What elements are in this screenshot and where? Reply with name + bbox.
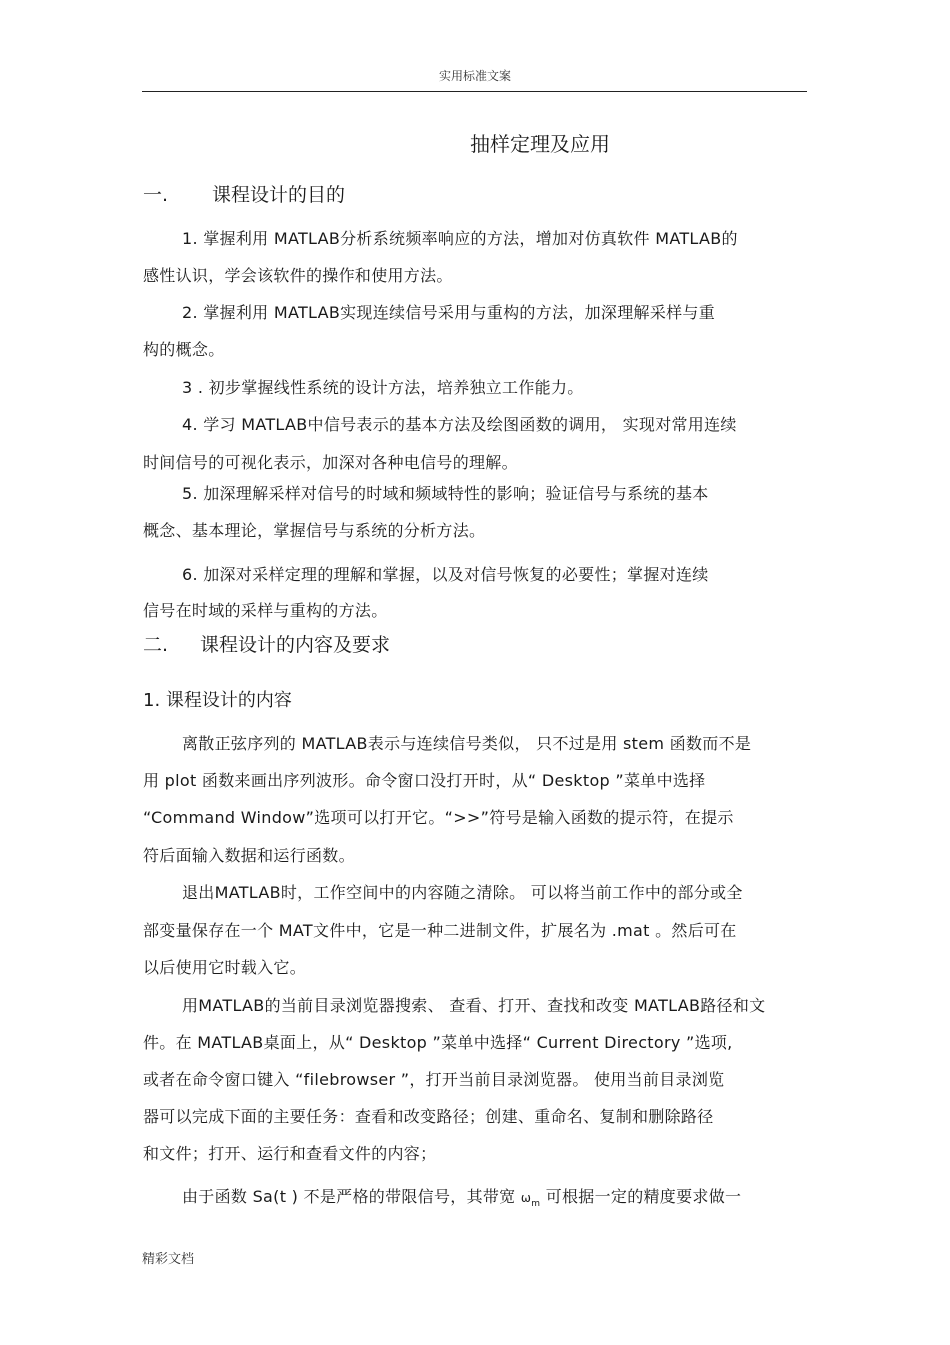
header-rule	[142, 91, 807, 92]
omega-symbol: ω	[520, 1191, 532, 1205]
body-line: 件。在 MATLAB桌面上，从“ Desktop ”菜单中选择“ Current Directory ”选项,	[143, 1033, 733, 1052]
document-title: 抽样定理及应用	[470, 132, 610, 156]
body-line: 以后使用它时载入它。	[143, 958, 307, 977]
body-line: 和文件；打开、运行和查看文件的内容；	[143, 1144, 437, 1163]
body-line-last	[182, 1184, 741, 1209]
body-line: 1. 掌握利用 MATLAB分析系统频率响应的方法，增加对仿真软件 MATLAB的	[182, 229, 738, 248]
body-line: 符后面输入数据和运行函数。	[143, 846, 355, 865]
page-footer: 精彩文档	[142, 1252, 195, 1267]
body-line: 用 plot 函数来画出序列波形。命令窗口没打开时，从“ Desktop ”菜单中选择	[143, 771, 706, 790]
body-line: 部变量保存在一个 MAT文件中，它是一种二进制文件，扩展名为 .mat 。然后可在	[143, 921, 737, 940]
body-line: 概念、基本理论，掌握信号与系统的分析方法。	[143, 521, 486, 540]
body-line: 器可以完成下面的主要任务：查看和改变路径；创建、重命名、复制和删除路径	[143, 1107, 714, 1126]
body-line: 5. 加深理解采样对信号的时域和频域特性的影响；验证信号与系统的基本	[182, 484, 709, 503]
body-line: 构的概念。	[143, 340, 225, 359]
page-header: 实用标准文案	[438, 69, 511, 83]
body-line: 6. 加深对采样定理的理解和掌握，以及对信号恢复的必要性；掌握对连续	[182, 565, 709, 584]
body-line: “Command Window”选项可以打开它。“>>”符号是输入函数的提示符，在提示	[143, 808, 734, 827]
body-line: 4. 学习 MATLAB中信号表示的基本方法及绘图函数的调用， 实现对常用连续	[182, 415, 737, 434]
body-line: 退出MATLAB时，工作空间中的内容随之清除。 可以将当前工作中的部分或全	[182, 883, 743, 902]
section-number-1: 一.	[143, 184, 169, 206]
body-line: 2. 掌握利用 MATLAB实现连续信号采用与重构的方法，加深理解采样与重	[182, 303, 716, 322]
section-heading-1: 课程设计的目的	[212, 184, 346, 206]
section-number-2: 二.	[143, 634, 169, 656]
last-line-text-before: 由于函数 Sa(t ) 不是严格的带限信号，其带宽	[182, 1187, 521, 1206]
body-line: 感性认识，学会该软件的操作和使用方法。	[143, 266, 453, 285]
body-line: 时间信号的可视化表示，加深对各种电信号的理解。	[143, 453, 518, 472]
subsection-heading: 1. 课程设计的内容	[143, 690, 292, 711]
section-heading-2: 课程设计的内容及要求	[200, 634, 391, 656]
body-line: 或者在命令窗口键入 “filebrowser ”，打开当前目录浏览器。 使用当前目录浏览	[143, 1070, 725, 1089]
body-line: 信号在时域的采样与重构的方法。	[143, 601, 388, 620]
body-line: 3 . 初步掌握线性系统的设计方法，培养独立工作能力。	[182, 378, 584, 397]
omega-subscript: m	[531, 1199, 541, 1209]
last-line-text-after: 可根据一定的精度要求做一	[540, 1187, 742, 1206]
body-line: 离散正弦序列的 MATLAB表示与连续信号类似， 只不过是用 stem 函数而不是	[182, 734, 752, 753]
body-line: 用MATLAB的当前目录浏览器搜索、 查看、打开、查找和改变 MATLAB路径和文	[182, 996, 766, 1015]
